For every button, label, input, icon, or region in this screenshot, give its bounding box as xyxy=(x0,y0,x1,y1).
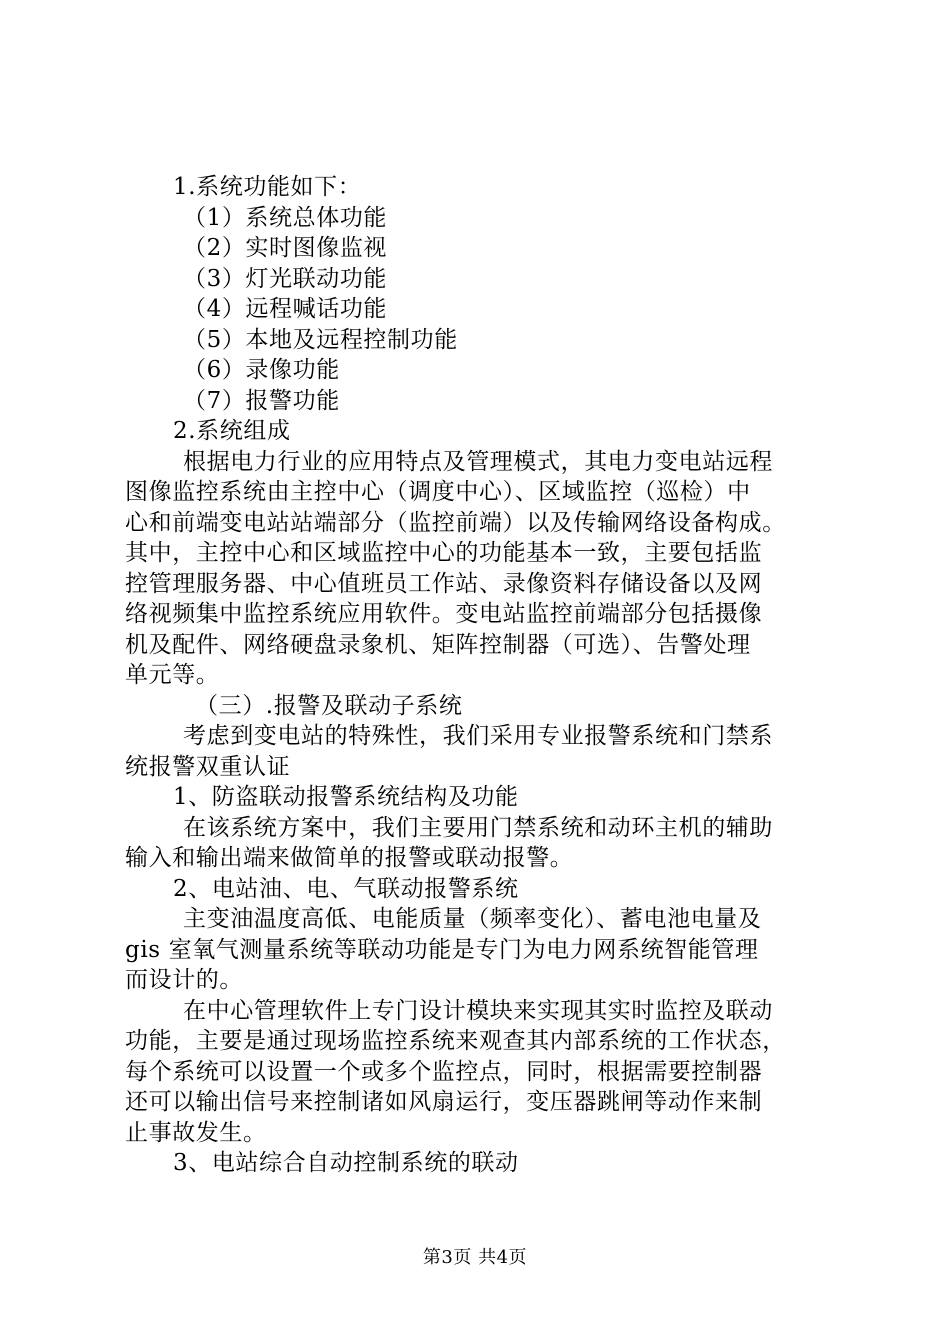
text-line: （1）系统总体功能 xyxy=(183,204,388,231)
text-line: 图像监控系统由主控中心（调度中心）、区域监控（巡检）中 xyxy=(125,479,751,505)
text-line: 还可以输出信号来控制诸如风扇运行，变压器跳闸等动作来制 xyxy=(125,1089,763,1115)
text-line: 而设计的。 xyxy=(125,967,243,993)
text-line: 在该系统方案中，我们主要用门禁系统和动环主机的辅助 xyxy=(183,814,773,841)
text-line: 每个系统可以设置一个或多个监控点，同时，根据需要控制器 xyxy=(125,1058,763,1085)
text-line: 考虑到变电站的特殊性，我们采用专业报警系统和门禁系 xyxy=(183,723,773,749)
text-line: 1.系统功能如下： xyxy=(173,174,362,200)
text-line: （4）远程喊话功能 xyxy=(183,296,388,322)
text-line: （6）录像功能 xyxy=(183,357,340,383)
text-line: 3、电站综合自动控制系统的联动 xyxy=(173,1150,519,1176)
text-line: （三）.报警及联动子系统 xyxy=(195,692,463,719)
text-line: 心和前端变电站站端部分（监控前端）以及传输网络设备构成。 xyxy=(125,509,786,536)
text-line: （7）报警功能 xyxy=(183,387,340,414)
text-line: （2）实时图像监视 xyxy=(183,235,388,261)
text-line: 功能，主要是通过现场监控系统来观查其内部系统的工作状态， xyxy=(125,1028,786,1054)
text-line: 2、电站油、电、气联动报警系统 xyxy=(173,875,519,902)
text-line: 输入和输出端来做简单的报警或联动报警。 xyxy=(125,845,574,871)
text-line: 络视频集中监控系统应用软件。变电站监控前端部分包括摄像 xyxy=(125,601,763,627)
text-line: 2.系统组成 xyxy=(173,418,291,444)
text-line: 止事故发生。 xyxy=(125,1119,267,1146)
text-line: 控管理服务器、中心值班员工作站、录像资料存储设备以及网 xyxy=(125,570,763,597)
text-line: 机及配件、网络硬盘录象机、矩阵控制器（可选）、告警处理 xyxy=(125,631,751,658)
text-line: 根据电力行业的应用特点及管理模式，其电力变电站远程 xyxy=(183,448,773,475)
page-footer: 第3页 共4页 xyxy=(422,1247,528,1268)
text-line: 1、防盗联动报警系统结构及功能 xyxy=(173,784,519,810)
text-line: （3）灯光联动功能 xyxy=(183,265,388,292)
text-line: （5）本地及远程控制功能 xyxy=(183,326,458,353)
text-line: 单元等。 xyxy=(125,662,220,688)
text-line: 主变油温度高低、电能质量（频率变化）、蓄电池电量及 xyxy=(183,906,762,932)
document-body xyxy=(125,172,837,1179)
text-line: gis 室氧气测量系统等联动功能是专门为电力网系统智能管理 xyxy=(125,936,759,963)
text-line: 统报警双重认证 xyxy=(125,753,291,780)
text-line: 其中，主控中心和区域监控中心的功能基本一致，主要包括监 xyxy=(125,540,763,566)
text-line: 在中心管理软件上专门设计模块来实现其实时监控及联动 xyxy=(183,997,773,1024)
